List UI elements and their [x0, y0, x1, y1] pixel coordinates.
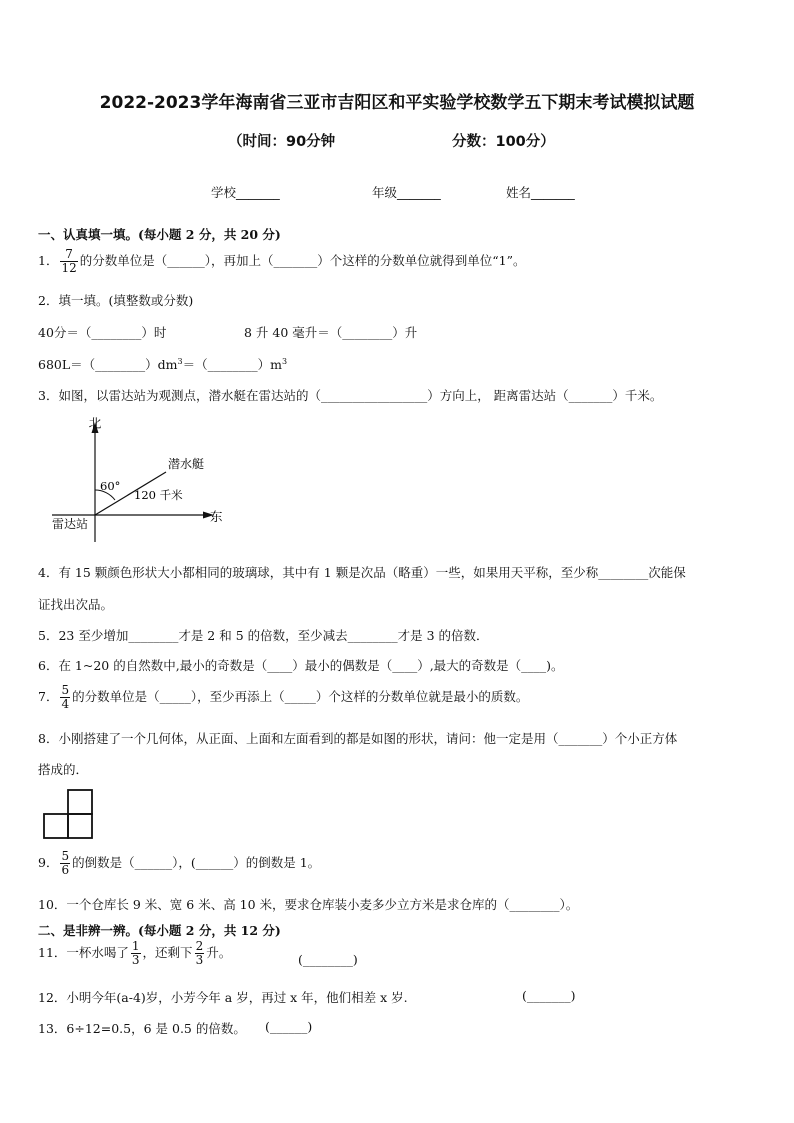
q7-text: 的分数单位是（_____），至少再添上（_____）个这样的分数单位就是最小的质数。: [72, 689, 529, 704]
q1-fraction: [60, 248, 77, 275]
q9-denominator: 6: [61, 863, 70, 877]
q11-answer-blank: (________): [298, 952, 358, 967]
q1-number: 1．: [38, 253, 59, 268]
q2c-sup2: 3: [281, 356, 288, 366]
q11-f2-denominator: 3: [195, 953, 204, 967]
bottom-left-square: [44, 814, 68, 838]
school-field: 学校_______: [211, 185, 280, 200]
question-8-line2: 搭成的．: [38, 762, 89, 777]
q2c-part1: 680L＝（________）dm: [38, 357, 178, 372]
q3-direction-diagram: [44, 412, 234, 548]
exam-score: 分数：100分）: [452, 134, 555, 150]
section-2-heading: 二、是非辨一辨。(每小题 2 分，共 12 分): [38, 923, 281, 938]
q1-text: 的分数单位是（______），再加上（_______）个这样的分数单位就得到单位“1”。: [79, 253, 526, 268]
q7-number: 7．: [38, 689, 59, 704]
q7-numerator: 5: [61, 683, 70, 697]
question-10: 10．一个仓库长 9 米、宽 6 米、高 10 米，要求仓库装小麦多少立方米是求仓库的（________）。: [38, 897, 579, 912]
q9-text: 的倒数是（______），(______）的倒数是 1。: [72, 855, 321, 870]
bottom-right-square: [68, 814, 92, 838]
q1-denominator: 12: [61, 261, 77, 275]
exam-time: （时间：90分钟: [228, 134, 336, 150]
q8-cube-view-figure: [42, 788, 96, 840]
q11-f1-numerator: 1: [131, 939, 140, 953]
q12-answer-blank: (_______): [522, 988, 576, 1003]
q2c-part2: ＝（________）m: [182, 357, 282, 372]
q11-mid: ，还剩下: [142, 945, 193, 960]
question-8-line1: 8．小刚搭建了一个几何体，从正面、上面和左面看到的都是如图的形状，请问：他一定是用（_______）个小正方体: [38, 731, 678, 746]
q7-denominator: 4: [61, 697, 70, 711]
station-label: 雷达站: [52, 517, 89, 531]
north-label: 北: [88, 415, 102, 431]
q11-fraction-2: [195, 940, 205, 967]
question-3: 3．如图，以雷达站为观测点，潜水艇在雷达站的（_________________）方向上， 距离雷达站（_______）千米。: [38, 388, 663, 403]
q13-answer-blank: (______): [265, 1019, 313, 1034]
question-11: [38, 940, 231, 967]
question-4-line1: 4．有 15 颗颜色形状大小都相同的玻璃球，其中有 1 颗是次品（略重）一些，如果用天平称，至少称________次能保: [38, 565, 686, 580]
question-2-title: 2．填一填。(填整数或分数): [38, 293, 194, 308]
east-label: 东: [210, 509, 223, 524]
q1-numerator: 7: [60, 248, 77, 262]
name-field: 姓名_______: [506, 185, 575, 200]
q7-fraction: [60, 684, 70, 711]
question-9: [38, 850, 320, 877]
q11-f1-denominator: 3: [131, 953, 140, 967]
question-2b: 8 升 40 毫升＝（________）升: [244, 325, 418, 340]
grade-field: 年级_______: [372, 185, 441, 200]
distance-label: 120 千米: [134, 488, 183, 502]
q9-number: 9．: [38, 855, 59, 870]
question-4-line2: 证找出次品。: [38, 597, 114, 612]
angle-label: 60°: [100, 479, 121, 493]
question-12: 12．小明今年(a-4)岁，小芳今年 a 岁，再过 x 年，他们相差 x 岁.: [38, 990, 408, 1005]
question-2a: 40分＝（________）时: [38, 325, 167, 340]
q2c-sup1: 3: [177, 356, 183, 366]
top-square: [68, 790, 92, 814]
question-6: 6．在 1~20 的自然数中,最小的奇数是（____）最小的偶数是（____）,最大的奇数是（____)。: [38, 658, 564, 673]
q9-fraction: [60, 850, 70, 877]
question-2c: [38, 355, 287, 373]
question-5: 5．23 至少增加________才是 2 和 5 的倍数，至少减去________才是 3 的倍数．: [38, 628, 489, 643]
q11-pre: 11．一杯水喝了: [38, 945, 129, 960]
question-7: [38, 684, 528, 711]
question-1: [38, 248, 525, 275]
q11-f2-numerator: 2: [195, 939, 204, 953]
q11-post: 升。: [206, 945, 232, 960]
q9-numerator: 5: [61, 849, 70, 863]
section-1-heading: 一、认真填一填。(每小题 2 分，共 20 分): [38, 227, 281, 242]
question-13: 13．6÷12=0.5，6 是 0.5 的倍数。: [38, 1021, 246, 1036]
q11-fraction-1: [131, 940, 141, 967]
submarine-label: 潜水艇: [168, 457, 205, 471]
exam-title: 2022-2023学年海南省三亚市吉阳区和平实验学校数学五下期末考试模拟试题: [99, 93, 695, 113]
